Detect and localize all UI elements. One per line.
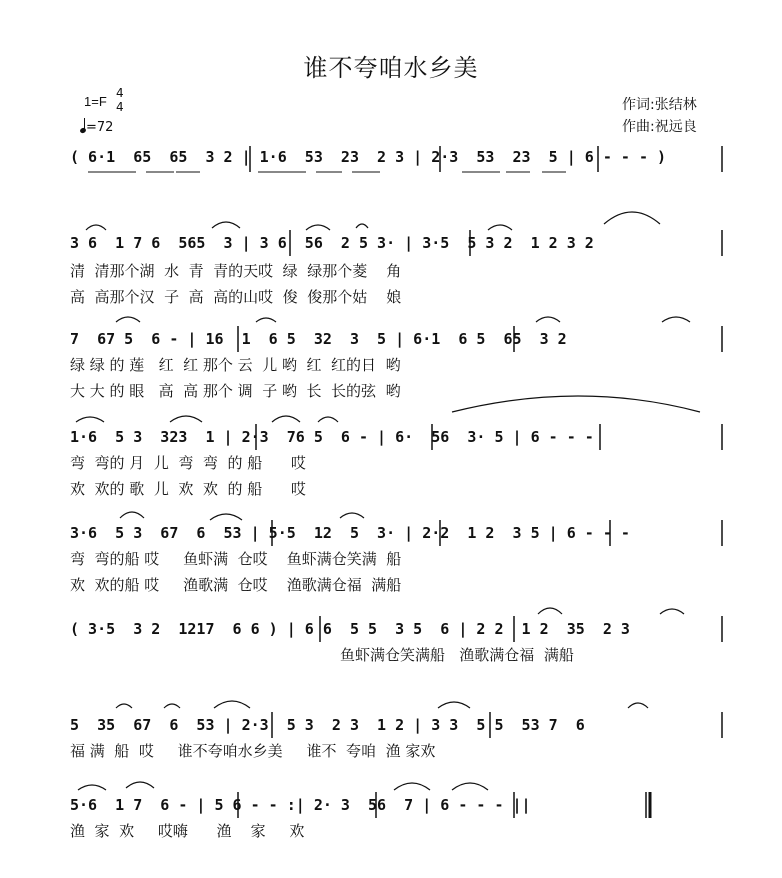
- notation-line-6: ( 3·5 3 2 1217 6 6 ) | 6 6 5 5 3 5 6 | 2 2 1 2 35 2 3: [70, 620, 630, 638]
- time-signature-top: 4: [116, 86, 124, 100]
- slur: [116, 704, 132, 708]
- lyrics-line-7-verse-1: 福 满 船 哎 谁不夸咱水乡美 谁不 夸咱 渔 家欢: [70, 742, 436, 760]
- lyrics-line-6-verse-1: 鱼虾满仓笑满船 渔歌满仓福 满船: [340, 646, 574, 664]
- slur: [488, 225, 512, 230]
- notation-line-3: 7 67 5 6 - | 16 1 6 5 32 3 5 | 6·1 6 5 65 3 2: [70, 330, 567, 348]
- slur: [660, 609, 684, 614]
- slur: [452, 783, 488, 790]
- slur: [452, 396, 700, 412]
- page-title: 谁不夸咱水乡美: [303, 54, 479, 82]
- time-signature-bottom: 4: [116, 100, 124, 114]
- lyrics-line-2-verse-2: 高 高那个汉 子 高 高的山哎 俊 俊那个姑 娘: [70, 288, 402, 306]
- slur: [170, 416, 202, 422]
- slur: [272, 416, 300, 422]
- slur: [86, 225, 106, 230]
- slur: [438, 702, 470, 708]
- notation-line-8: 5·6 1 7 6 - | 5 6 - - :| 2· 3 56 7 | 6 - - - ||: [70, 796, 531, 814]
- lyrics-line-3-verse-2: 大 大 的 眼 高 高 那个 调 子 哟 长 长的弦 哟: [70, 382, 401, 400]
- slur: [256, 318, 276, 322]
- lyrics-line-3-verse-1: 绿 绿 的 莲 红 红 那个 云 儿 哟 红 红的日 哟: [70, 356, 401, 374]
- slur: [212, 222, 240, 228]
- slur: [210, 514, 242, 520]
- lyrics-line-5-verse-1: 弯 弯的船 哎 鱼虾满 仓哎 鱼虾满仓笑满 船: [70, 550, 402, 568]
- composer-credit: 作曲:祝远良: [622, 119, 697, 135]
- notation-line-1: ( 6·1 65 65 3 2 | 1·6 53 23 2 3 | 2·3 53 23 5 | 6 - - - ): [70, 148, 667, 166]
- slur: [120, 512, 144, 518]
- lyricist-credit: 作词:张结林: [622, 97, 697, 113]
- slur: [76, 417, 104, 422]
- lyrics-line-5-verse-2: 欢 欢的船 哎 渔歌满 仓哎 渔歌满仓福 满船: [70, 576, 402, 594]
- slur: [356, 224, 368, 228]
- slur: [538, 608, 562, 614]
- slur: [164, 704, 180, 708]
- slur: [536, 317, 560, 322]
- lyrics-line-2-verse-1: 清 清那个湖 水 青 青的天哎 绿 绿那个菱 角: [70, 262, 402, 280]
- slur: [126, 782, 154, 788]
- slur: [628, 703, 648, 708]
- slur: [604, 212, 660, 224]
- slur: [340, 513, 364, 518]
- slur: [116, 317, 140, 322]
- notation-line-5: 3·6 5 3 67 6 53 | 5·5 12 5 3· | 2·2 1 2 3 5 | 6 - - -: [70, 524, 630, 542]
- notation-line-2: 3 6 1 7 6 565 3 | 3 6 56 2 5 3· | 3·5 5 3 2 1 2 3 2: [70, 234, 594, 252]
- slur: [306, 225, 330, 230]
- key-signature: 1=F: [84, 94, 107, 109]
- lyrics-line-8-verse-1: 渔 家 欢 哎嗨 渔 家 欢: [70, 822, 305, 840]
- notation-line-4: 1·6 5 3 323 1 | 2·3 76 5 6 - | 6· 56 3· 5 | 6 - - -: [70, 428, 594, 446]
- tempo-value: =72: [86, 120, 114, 135]
- slur: [662, 317, 690, 322]
- slur: [318, 417, 338, 422]
- slur: [214, 701, 250, 708]
- notation-line-7: 5 35 67 6 53 | 2·3 5 3 2 3 1 2 | 3 3 5 5 53 7 6: [70, 716, 585, 734]
- lyrics-line-4-verse-2: 欢 欢的 歌 儿 欢 欢 的 船 哎: [70, 480, 306, 498]
- lyrics-line-4-verse-1: 弯 弯的 月 儿 弯 弯 的 船 哎: [70, 454, 306, 472]
- slur: [394, 783, 430, 790]
- slur: [78, 785, 106, 790]
